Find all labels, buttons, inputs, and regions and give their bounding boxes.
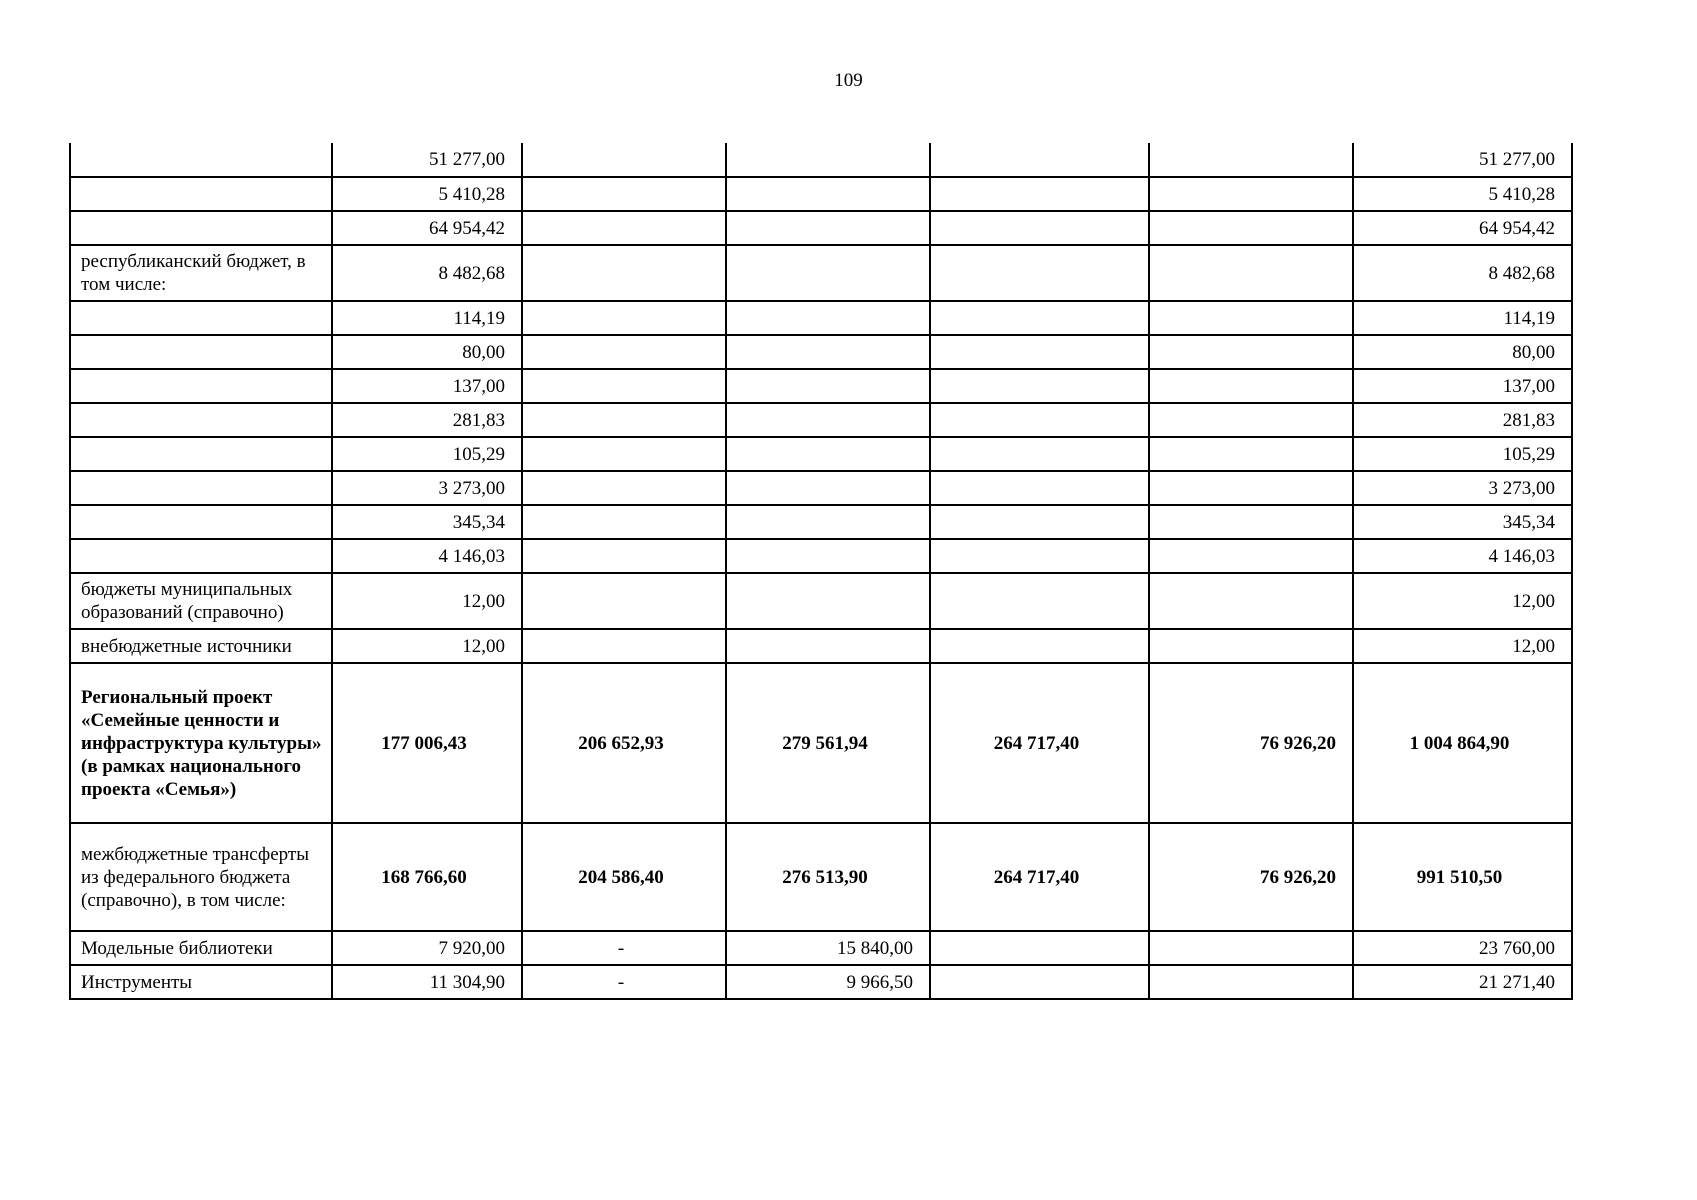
cell-total: 1 004 864,90 [1353,663,1572,823]
table-row [70,335,1572,369]
row-label: межбюджетные трансферты из федерального бюджета (справочно), в том числе: [70,823,332,931]
cell-total: 281,83 [1353,403,1572,437]
cell-col-3: 9 966,50 [726,965,930,999]
cell-total: 137,00 [1353,369,1572,403]
cell-col-3 [726,629,930,663]
cell-col-5 [1149,211,1353,245]
cell-col-4 [930,437,1149,471]
cell-col-5 [1149,335,1353,369]
cell-col-2: - [522,931,726,965]
cell-col-4 [930,505,1149,539]
cell-col-5 [1149,573,1353,629]
row-label: Инструменты [70,965,332,999]
cell-total: 114,19 [1353,301,1572,335]
row-label [70,539,332,573]
cell-col-2 [522,471,726,505]
cell-col-1: 12,00 [332,573,522,629]
cell-col-3 [726,471,930,505]
cell-col-4 [930,211,1149,245]
cell-col-2 [522,403,726,437]
row-label: внебюджетные источники [70,629,332,663]
cell-col-4 [930,573,1149,629]
table-row [70,505,1572,539]
table-row [70,471,1572,505]
cell-total: 5 410,28 [1353,177,1572,211]
cell-col-2 [522,177,726,211]
page-number: 109 [834,70,863,91]
table-row [70,403,1572,437]
cell-col-5 [1149,965,1353,999]
cell-total: 3 273,00 [1353,471,1572,505]
cell-col-1: 4 146,03 [332,539,522,573]
cell-col-4 [930,403,1149,437]
cell-col-1: 80,00 [332,335,522,369]
table-row [70,629,1572,663]
cell-col-5 [1149,471,1353,505]
cell-col-1: 5 410,28 [332,177,522,211]
cell-col-5 [1149,301,1353,335]
cell-col-4 [930,931,1149,965]
cell-col-4 [930,245,1149,301]
cell-col-5 [1149,245,1353,301]
cell-total: 12,00 [1353,573,1572,629]
row-label [70,143,332,177]
cell-col-3: 276 513,90 [726,823,930,931]
cell-col-2 [522,369,726,403]
cell-col-2 [522,573,726,629]
cell-col-5 [1149,931,1353,965]
cell-col-2 [522,335,726,369]
cell-col-1: 114,19 [332,301,522,335]
table-row [70,539,1572,573]
table-row [70,245,1572,301]
cell-col-3 [726,245,930,301]
cell-col-5: 76 926,20 [1149,663,1353,823]
cell-col-5 [1149,437,1353,471]
cell-col-5 [1149,505,1353,539]
cell-col-1: 345,34 [332,505,522,539]
row-label [70,211,332,245]
cell-col-5: 76 926,20 [1149,823,1353,931]
table-row [70,301,1572,335]
cell-col-4: 264 717,40 [930,823,1149,931]
cell-col-2 [522,211,726,245]
cell-col-5 [1149,539,1353,573]
cell-col-5 [1149,629,1353,663]
cell-col-3 [726,211,930,245]
cell-col-1: 281,83 [332,403,522,437]
cell-col-2 [522,245,726,301]
row-label: бюджеты муниципальных образований (справочно) [70,573,332,629]
cell-col-2 [522,505,726,539]
cell-col-5 [1149,369,1353,403]
cell-total: 80,00 [1353,335,1572,369]
cell-col-4 [930,335,1149,369]
cell-col-3 [726,177,930,211]
cell-col-3: 279 561,94 [726,663,930,823]
cell-col-2 [522,437,726,471]
cell-col-5 [1149,143,1353,177]
cell-col-4 [930,965,1149,999]
row-label [70,505,332,539]
cell-total: 23 760,00 [1353,931,1572,965]
cell-col-1: 105,29 [332,437,522,471]
cell-col-4: 264 717,40 [930,663,1149,823]
row-label [70,437,332,471]
row-label [70,301,332,335]
cell-col-3 [726,573,930,629]
cell-col-3 [726,437,930,471]
cell-col-3 [726,335,930,369]
cell-col-1: 51 277,00 [332,143,522,177]
cell-col-2: 206 652,93 [522,663,726,823]
cell-total: 991 510,50 [1353,823,1572,931]
row-label: Модельные библиотеки [70,931,332,965]
table-row [70,965,1572,999]
cell-col-3: 15 840,00 [726,931,930,965]
cell-total: 345,34 [1353,505,1572,539]
cell-col-3 [726,539,930,573]
row-label [70,369,332,403]
cell-col-2 [522,629,726,663]
table-row [70,663,1572,823]
table-row [70,369,1572,403]
row-label [70,177,332,211]
cell-col-4 [930,143,1149,177]
cell-total: 8 482,68 [1353,245,1572,301]
cell-col-4 [930,177,1149,211]
cell-col-1: 3 273,00 [332,471,522,505]
cell-col-2: - [522,965,726,999]
cell-col-1: 12,00 [332,629,522,663]
cell-col-4 [930,369,1149,403]
table-row [70,143,1572,177]
row-label [70,471,332,505]
cell-total: 51 277,00 [1353,143,1572,177]
cell-total: 21 271,40 [1353,965,1572,999]
cell-total: 105,29 [1353,437,1572,471]
cell-col-1: 7 920,00 [332,931,522,965]
table-row [70,437,1572,471]
cell-col-3 [726,369,930,403]
cell-col-1: 64 954,42 [332,211,522,245]
cell-col-1: 11 304,90 [332,965,522,999]
cell-col-2 [522,539,726,573]
cell-col-4 [930,471,1149,505]
cell-col-1: 8 482,68 [332,245,522,301]
table-row [70,931,1572,965]
cell-col-5 [1149,403,1353,437]
cell-col-5 [1149,177,1353,211]
table-row [70,177,1572,211]
table-row [70,211,1572,245]
cell-col-3 [726,143,930,177]
cell-col-4 [930,539,1149,573]
cell-col-2 [522,143,726,177]
table-row [70,573,1572,629]
cell-total: 64 954,42 [1353,211,1572,245]
cell-col-2: 204 586,40 [522,823,726,931]
table-row [70,823,1572,931]
cell-col-3 [726,301,930,335]
cell-col-3 [726,505,930,539]
row-label: Региональный проект «Семейные ценности и инфраструктура культуры» (в рамках национального проекта «Семья») [70,663,332,823]
cell-col-1: 168 766,60 [332,823,522,931]
row-label: республиканский бюджет, в том числе: [70,245,332,301]
cell-total: 12,00 [1353,629,1572,663]
cell-col-1: 137,00 [332,369,522,403]
row-label [70,335,332,369]
cell-col-4 [930,629,1149,663]
cell-col-4 [930,301,1149,335]
row-label [70,403,332,437]
cell-col-1: 177 006,43 [332,663,522,823]
budget-table [69,143,1573,1000]
cell-col-3 [726,403,930,437]
cell-total: 4 146,03 [1353,539,1572,573]
cell-col-2 [522,301,726,335]
